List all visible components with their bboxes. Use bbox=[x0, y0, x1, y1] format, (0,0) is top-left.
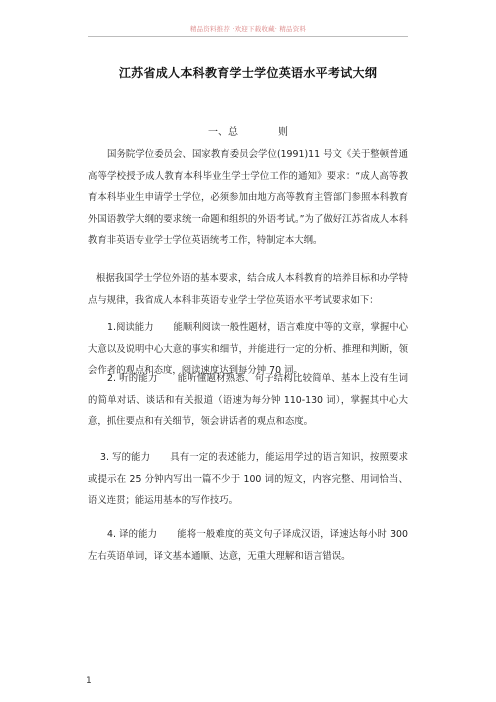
paragraph-basis: 根据我国学士学位外语的基本要求，结合成人本科教育的培养目标和办学特点与规律，我省成人本科非英语专业学士学位英语水平考试要求如下： bbox=[88, 273, 408, 306]
reading-label: 1.阅读能力 bbox=[107, 322, 154, 333]
paragraph-writing bbox=[88, 447, 408, 512]
paragraph-translation bbox=[88, 524, 408, 567]
paragraph-listening bbox=[88, 368, 408, 433]
translation-label: 4. 译的能力 bbox=[107, 529, 158, 540]
translation-text: 能将一般难度的英文句子译成汉语，译速达每小时 300 左右英语单词，译文基本通顺、达意，无重大理解和语言错误。 bbox=[88, 529, 408, 562]
section-heading bbox=[0, 123, 496, 138]
document-title: 江苏省成人本科教育学士学位英语水平考试大纲 bbox=[118, 66, 378, 80]
section-heading-number: 一、总 bbox=[208, 127, 238, 138]
header-banner: 精品资料推荐 ·欢迎下载收藏· 精品资料 bbox=[189, 25, 307, 33]
reading-text: 能顺利阅读一般性题材，语言难度中等的文章，掌握中心大意以及说明中心大意的事实和细节，并能进行一定的分析、推理和判断，领会作者的观点和态度，阅读速度达到每分钟 70 词。 bbox=[88, 322, 408, 377]
listening-label: 2. 听的能力 bbox=[107, 373, 158, 384]
writing-label: 3. 写的能力 bbox=[100, 452, 151, 463]
writing-text: 具有一定的表述能力，能运用学过的语言知识，按照要求或提示在 25 分钟内写出一篇不少于 100 词的短文，内容完整、用词恰当、语义连贯；能运用基本的写作技巧。 bbox=[88, 452, 408, 507]
page-number: 1 bbox=[86, 676, 92, 686]
section-heading-word: 则 bbox=[278, 127, 288, 138]
listening-text: 能听懂题材熟悉、句子结构比较简单、基本上没有生词的简单对话、谈话和有关报道（语速为每分钟 110-130 词），掌握其中心大意，抓住要点和有关细节，领会讲话者的观点和态度。 bbox=[88, 373, 408, 428]
header-divider bbox=[88, 36, 408, 37]
paragraph-intro: 国务院学位委员会、国家教育委员会学位(1991)11 号文《关于整顿普通高等学校授予成人教育本科毕业生学士学位工作的通知》要求：“成人高等教育本科毕业生申请学士学位，必须参加由地方高等教育主管部门参照本科教育外国语教学大纲的要求统一命题和组织的外语考试。”为了做好江苏省成人本科教育非英语专业学士学位英语统考工作，特制定本大纲。 bbox=[88, 149, 408, 247]
